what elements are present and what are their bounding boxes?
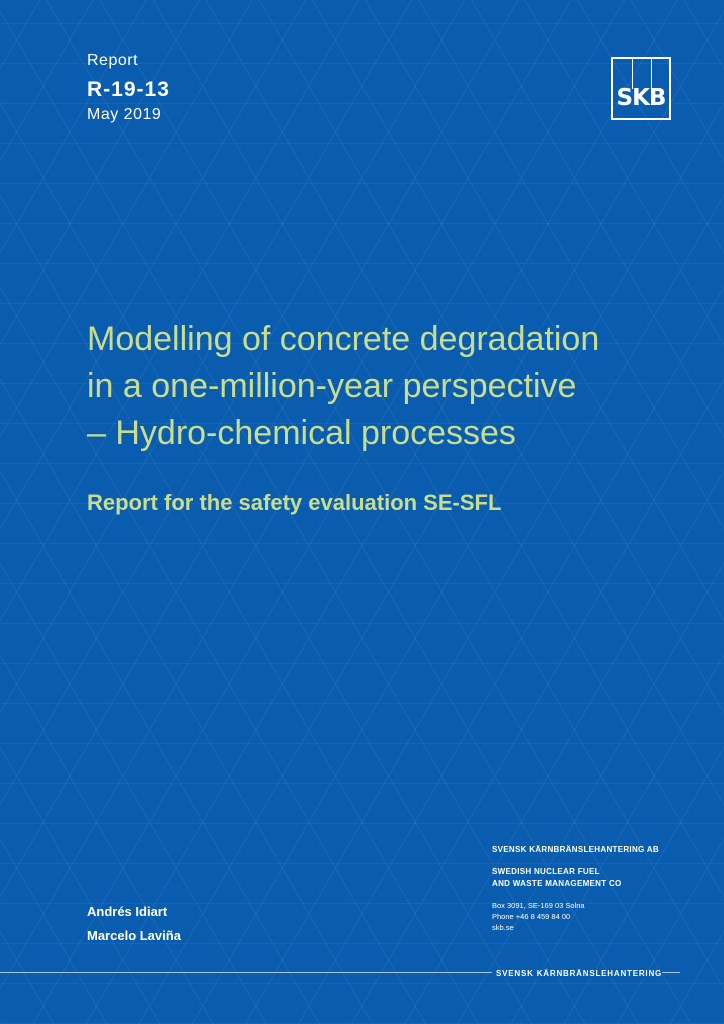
report-title: [87, 316, 697, 457]
author-name: Marcelo Laviña: [87, 928, 181, 943]
footer-company-name: SVENSK KÄRNBRÄNSLEHANTERING: [492, 969, 662, 978]
title-line: Modelling of concrete degradation: [87, 320, 600, 358]
company-phone: Phone +46 8 459 84 00: [492, 912, 571, 921]
report-number: R-19-13: [87, 78, 170, 101]
authors-list: [87, 900, 181, 948]
report-subtitle: Report for the safety evaluation SE-SFL: [87, 490, 502, 515]
company-address: Box 3091, SE-169 03 Solna: [492, 901, 585, 910]
company-info: [492, 844, 692, 933]
title-line: in a one-million-year perspective: [87, 367, 577, 405]
company-name: SVENSK KÄRNBRÄNSLEHANTERING AB: [492, 845, 659, 854]
company-website: skb.se: [492, 923, 514, 932]
title-line: – Hydro-chemical processes: [87, 414, 516, 452]
skb-logo: [611, 57, 671, 120]
logo-text: SKB: [616, 85, 666, 111]
report-date: May 2019: [87, 106, 162, 123]
company-english-name-line1: SWEDISH NUCLEAR FUEL: [492, 867, 600, 876]
company-english-name-line2: AND WASTE MANAGEMENT CO: [492, 879, 622, 888]
report-type-label: Report: [87, 52, 139, 69]
author-name: Andrés Idiart: [87, 904, 168, 919]
